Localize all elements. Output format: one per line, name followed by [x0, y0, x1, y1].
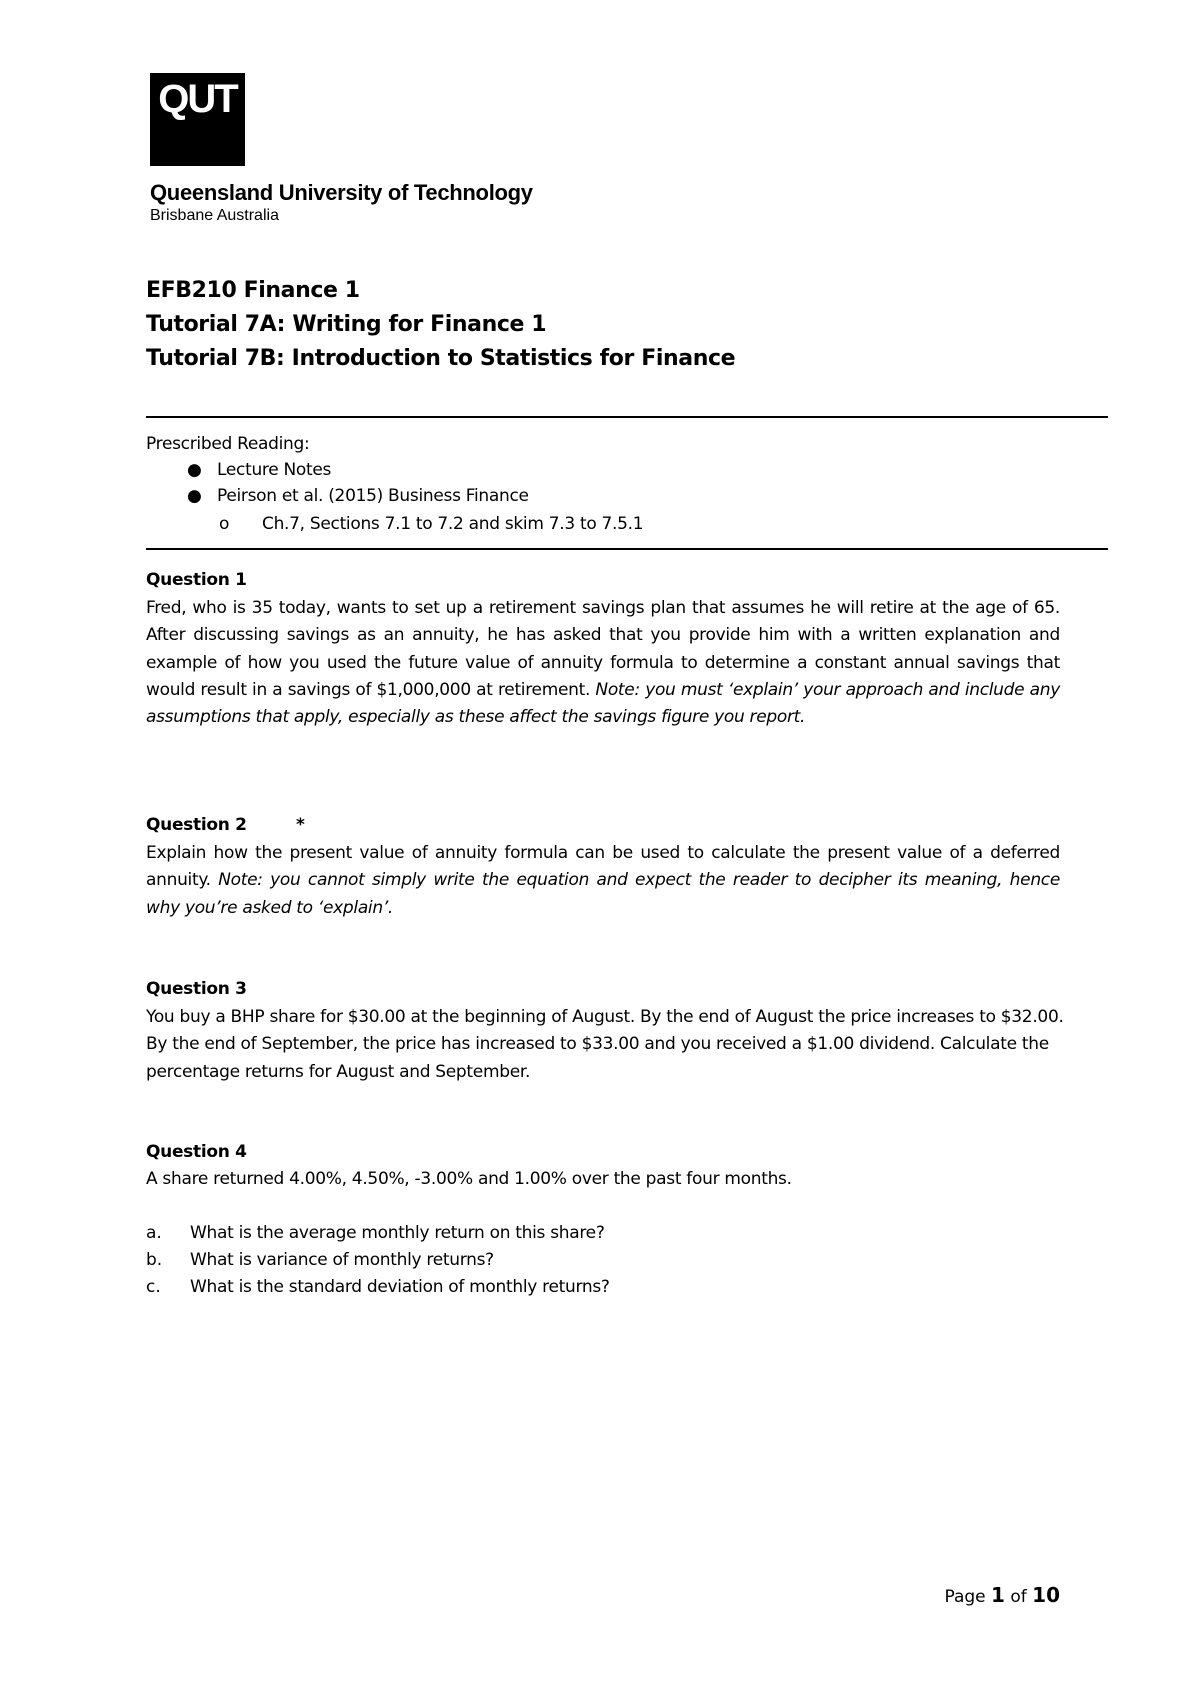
question-3-body: You buy a BHP share for $30.00 at the beginning of August. By the end of August the price increases to $32.00. By the end of September, the price has increased to $33.00 and you received a $1.00 dividend. Calculate the percentage returns for August and September. [146, 1007, 1064, 1082]
question-4-heading: Question 4 [146, 1142, 247, 1162]
question-4-item-letter: c. [146, 1277, 161, 1297]
reading-item: Peirson et al. (2015) Business Finance [217, 486, 529, 506]
question-3-heading: Question 3 [146, 979, 247, 999]
question-2-body [146, 840, 1060, 922]
question-4-item: What is variance of monthly returns? [190, 1250, 494, 1270]
question-1-body [146, 595, 1060, 731]
question-4-item-letter: b. [146, 1250, 163, 1270]
page-total: 10 [1032, 1583, 1060, 1607]
question-4-body: A share returned 4.00%, 4.50%, -3.00% and 1.00% over the past four months. [146, 1169, 792, 1189]
question-4-item: What is the standard deviation of monthly returns? [190, 1277, 610, 1297]
university-name: Queensland University of Technology [150, 180, 533, 205]
reading-sub-item: Ch.7, Sections 7.1 to 7.2 and skim 7.3 to 7.5.1 [262, 514, 644, 534]
question-2-note: Note: you cannot simply write the equation and expect the reader to decipher its meaning, hence why you’re asked to ‘explain’. [146, 870, 1060, 918]
bullet-icon: ● [187, 486, 202, 506]
page-number: 1 [991, 1583, 1005, 1607]
question-2-heading: Question 2 [146, 815, 247, 835]
question-1-text: Fred, who is 35 today, wants to set up a retirement savings plan that assumes he will retire at the age of 65. After discussing savings as an annuity, he has asked that you provide him with a written explanation and example of how you used the future value of annuity formula to determine a constant annual savings that would result in a savings of $1,000,000 at retirement. [146, 598, 1060, 700]
question-2-marker: * [296, 815, 305, 835]
page-label: Page [944, 1587, 986, 1607]
university-location: Brisbane Australia [150, 207, 279, 222]
question-4-item: What is the average monthly return on this share? [190, 1223, 605, 1243]
logo-text: QUT [158, 77, 237, 121]
question-1-heading: Question 1 [146, 570, 247, 590]
reading-heading: Prescribed Reading: [146, 434, 310, 454]
of-label: of [1010, 1587, 1027, 1607]
tutorial-a-title: Tutorial 7A: Writing for Finance 1 [146, 312, 547, 337]
bullet-icon: ● [187, 460, 202, 480]
question-1-note: Note: you must ‘explain’ your approach and include any assumptions that apply, especially as these affect the savings figure you report. [146, 679, 1060, 728]
question-2-text: Explain how the present value of annuity formula can be used to calculate the present value of a deferred annuity. [146, 843, 1060, 891]
page-footer [944, 1583, 1060, 1607]
unit-title: EFB210 Finance 1 [146, 278, 360, 303]
bottom-divider [146, 548, 1108, 550]
sub-bullet-marker: o [219, 514, 230, 534]
tutorial-b-title: Tutorial 7B: Introduction to Statistics for Finance [146, 346, 736, 371]
reading-item: Lecture Notes [217, 460, 332, 480]
qut-logo [150, 73, 245, 166]
question-4-item-letter: a. [146, 1223, 162, 1243]
top-divider [146, 416, 1108, 418]
